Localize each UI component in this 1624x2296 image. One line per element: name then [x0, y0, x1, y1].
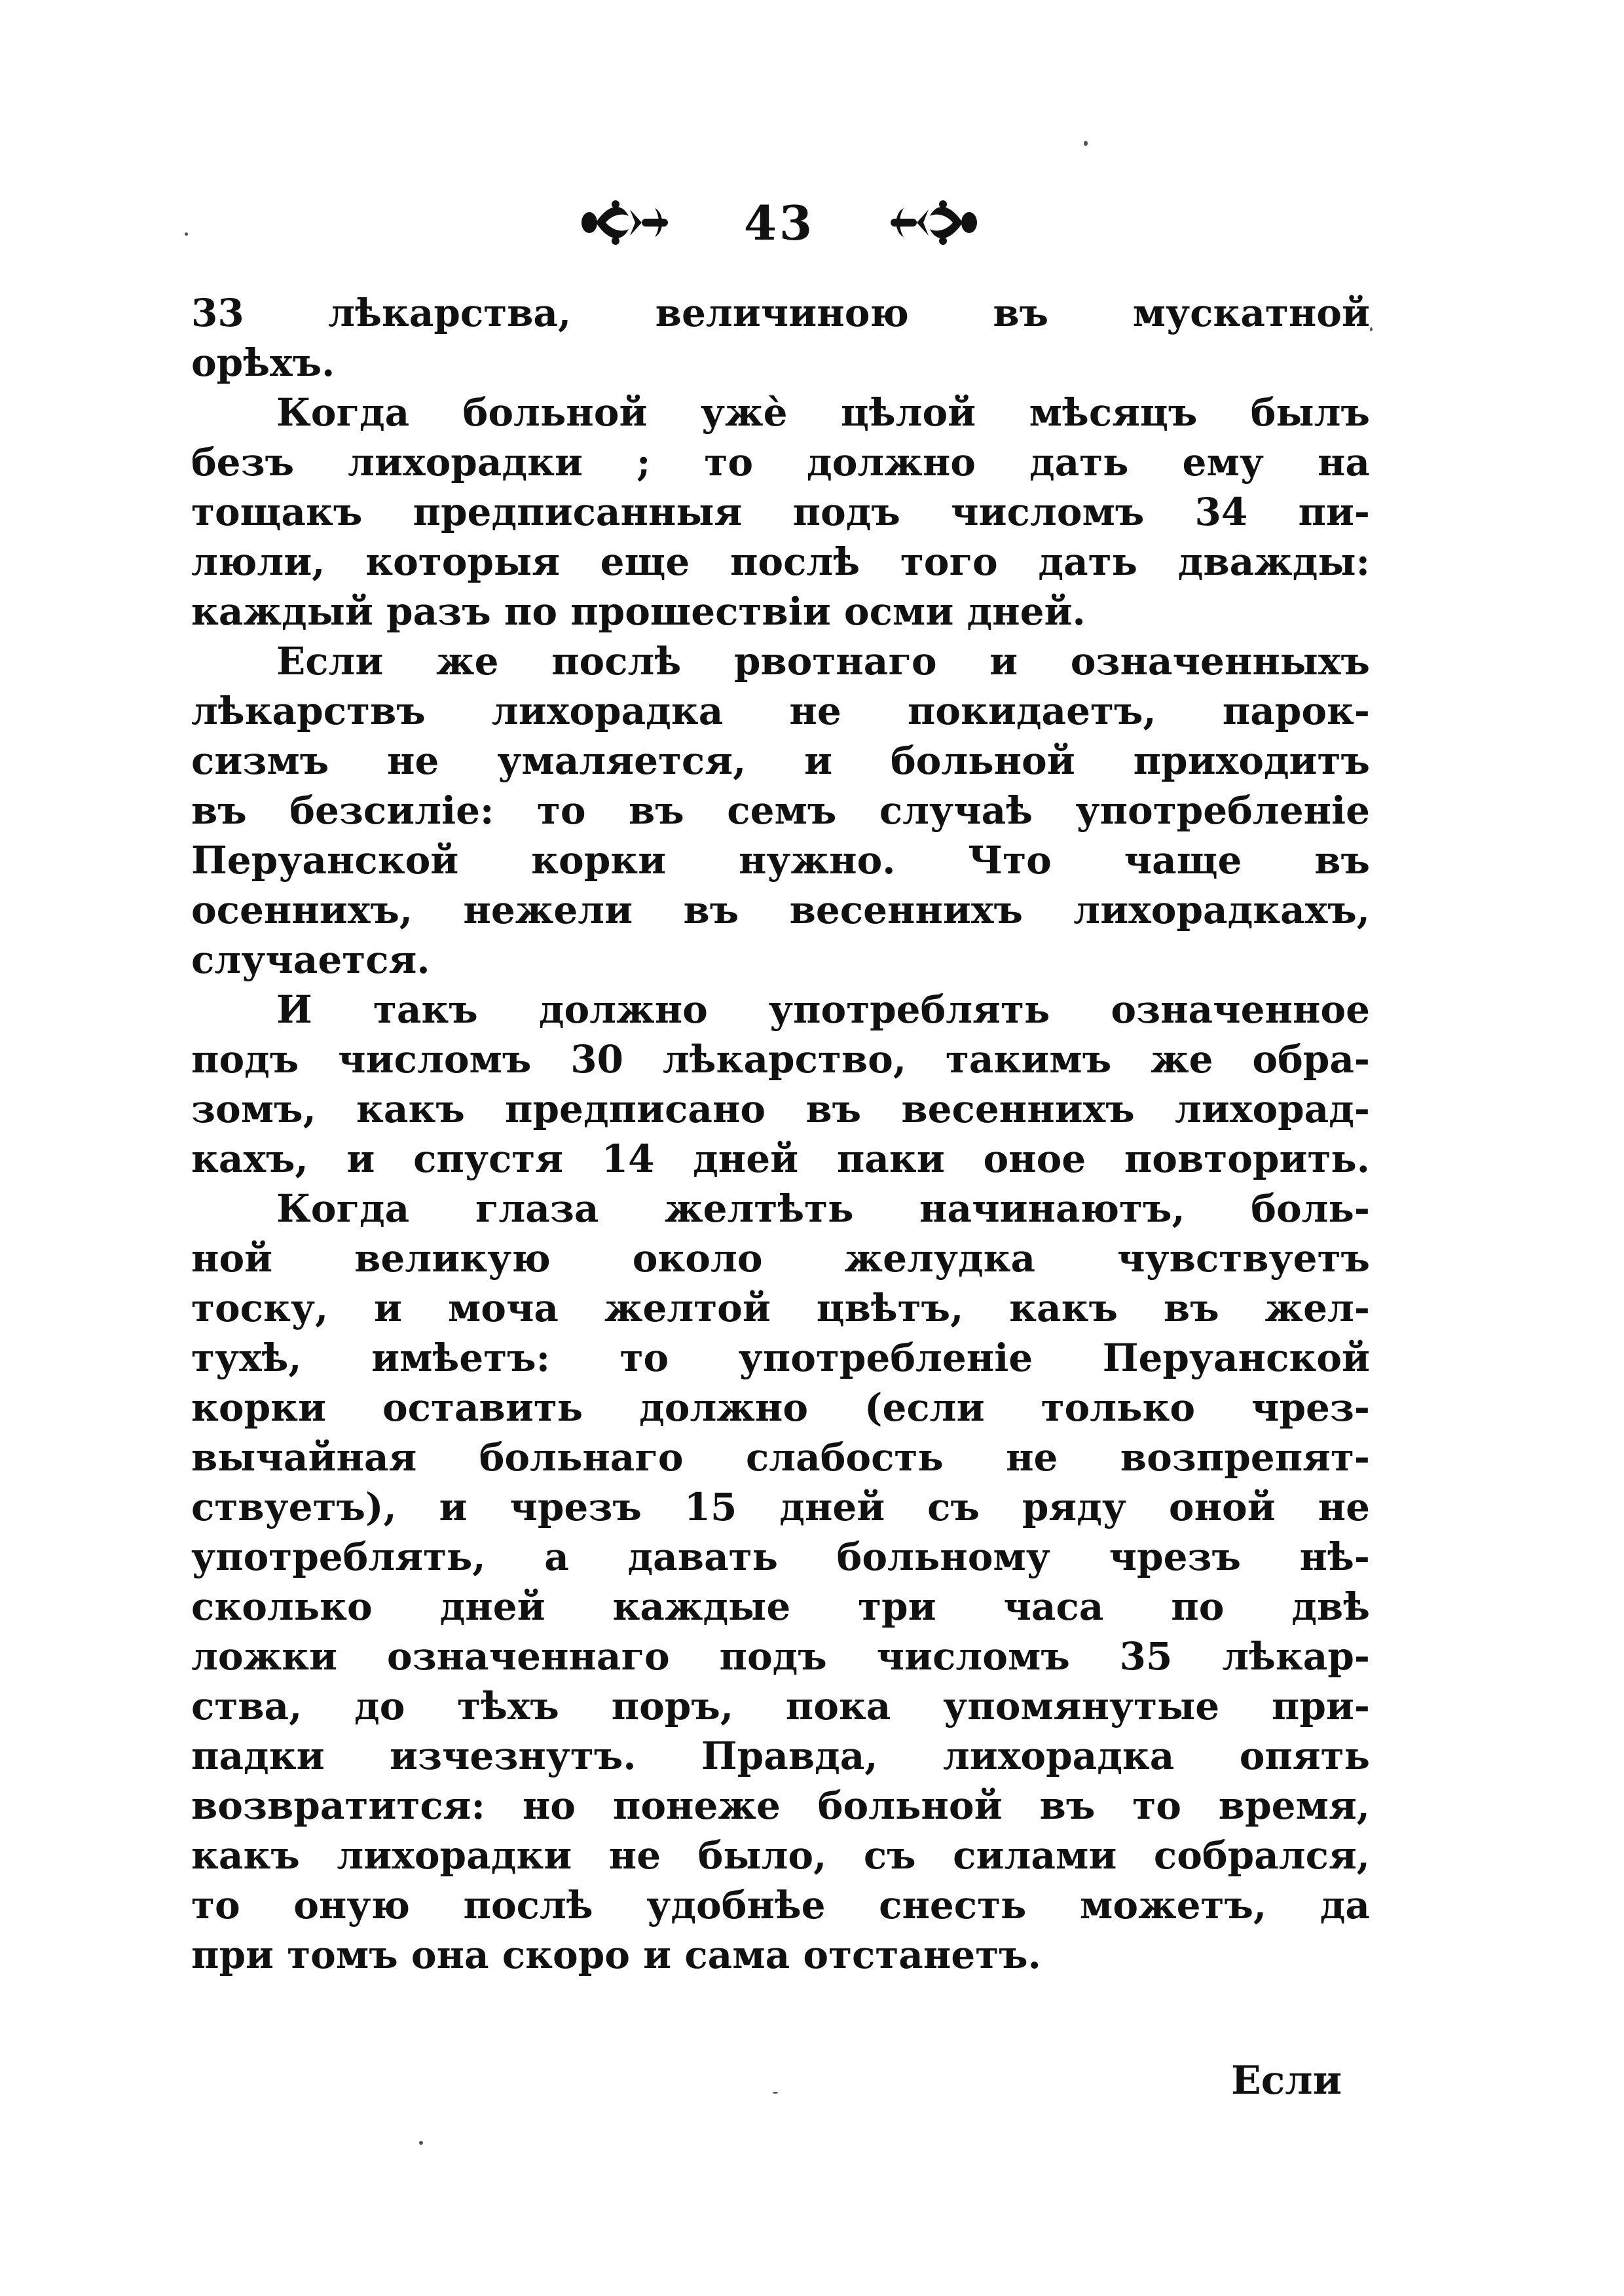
- text-line: какъ лихорадки не было, съ силами собрался,: [191, 1833, 1370, 1878]
- text-line: корки оставить должно (если только чрез-: [191, 1385, 1370, 1430]
- text-line: тоску, и моча желтой цвѣтъ, какъ въ жел-: [191, 1286, 1370, 1330]
- text-line: сколько дней каждые три часа по двѣ: [191, 1584, 1370, 1629]
- text-line: въ безсиліе: то въ семъ случаѣ употребленіе: [191, 788, 1370, 833]
- print-speck: [185, 232, 188, 236]
- text-line: вычайная больнаго слабость не возпрепят-: [191, 1435, 1370, 1480]
- catchword: Если: [1231, 2058, 1342, 2104]
- text-line: подъ числомъ 30 лѣкарство, такимъ же обра-: [191, 1037, 1370, 1082]
- page-number: 43: [743, 194, 815, 251]
- text-line: то оную послѣ удобнѣе снесть можетъ, да: [191, 1883, 1370, 1927]
- text-line: ства, до тѣхъ поръ, пока упомянутые при-: [191, 1684, 1370, 1728]
- print-speck: [1084, 141, 1088, 146]
- text-line: ложки означеннаго подъ числомъ 35 лѣкар-: [191, 1634, 1370, 1679]
- body-text: [191, 288, 1370, 1980]
- text-line: зомъ, какъ предписано въ весеннихъ лихорад-: [191, 1087, 1370, 1131]
- text-line: употреблять, а давать больному чрезъ нѣ-: [191, 1535, 1370, 1579]
- text-line: тухѣ, имѣетъ: то употребленіе Перуанской: [191, 1336, 1370, 1380]
- print-speck: [1370, 327, 1373, 331]
- text-line: Перуанской корки нужно. Что чаще въ: [191, 838, 1370, 883]
- text-line: кахъ, и спустя 14 дней паки оное повторить.: [191, 1137, 1370, 1181]
- page-header: [576, 187, 982, 259]
- text-line: осеннихъ, нежели въ весеннихъ лихорадкахъ,: [191, 888, 1370, 932]
- text-line: люли, которыя еще послѣ того дать дважды:: [191, 539, 1370, 584]
- text-line: ной великую около желудка чувствуетъ: [191, 1236, 1370, 1281]
- text-line: 33 лѣкарства, величиною въ мускатной: [191, 291, 1370, 335]
- text-line: падки изчезнутъ. Правда, лихорадка опять: [191, 1734, 1370, 1778]
- text-line: безъ лихорадки ; то должно дать ему на: [191, 440, 1370, 484]
- text-line: тощакъ предписанныя подъ числомъ 34 пи-: [191, 490, 1370, 534]
- text-line: лѣкарствъ лихорадка не покидаетъ, парок-: [191, 689, 1370, 733]
- text-line: случается.: [191, 938, 430, 982]
- text-line: каждый разъ по прошествіи осми дней.: [191, 589, 1086, 634]
- fleuron-left-icon: [576, 196, 674, 249]
- text-line: орѣхъ.: [191, 340, 335, 385]
- text-line: Когда больной ужѐ цѣлой мѣсяцъ былъ: [276, 390, 1370, 435]
- print-speck: [773, 2092, 778, 2094]
- text-line: Когда глаза желтѣть начинаютъ, боль-: [276, 1186, 1370, 1231]
- fleuron-right-icon: [884, 196, 982, 249]
- text-line: сизмъ не умаляется, и больной приходитъ: [191, 738, 1370, 783]
- text-line: при томъ она скоро и сама отстанетъ.: [191, 1933, 1041, 1977]
- text-line: ствуетъ), и чрезъ 15 дней съ ряду оной не: [191, 1485, 1370, 1529]
- print-speck: [419, 2141, 423, 2145]
- text-line: Если же послѣ рвотнаго и означенныхъ: [276, 639, 1370, 683]
- text-line: И такъ должно употреблять означенное: [276, 987, 1370, 1032]
- text-line: возвратится: но понеже больной въ то время,: [191, 1783, 1370, 1828]
